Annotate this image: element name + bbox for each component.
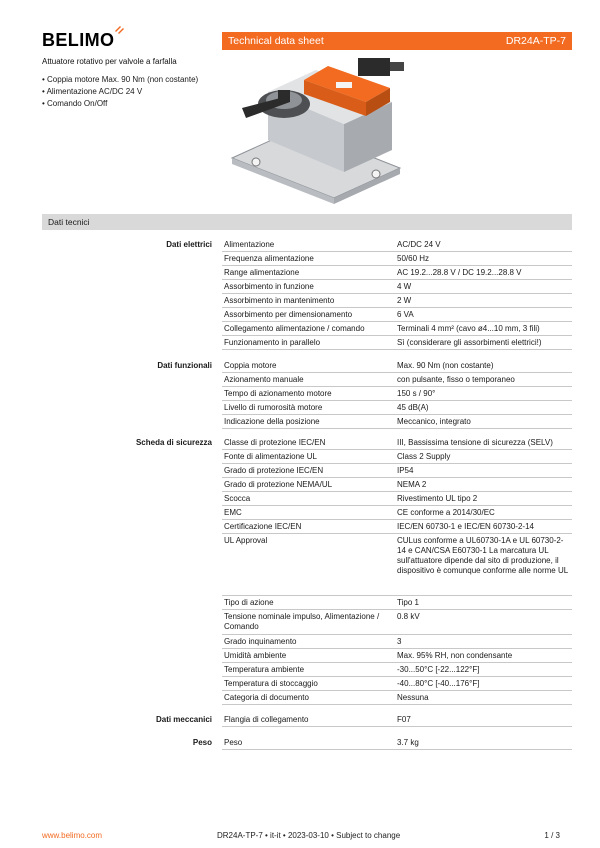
- row-key: Tempo di azionamento motore: [224, 389, 332, 398]
- table-row: [222, 596, 572, 610]
- row-value: AC/DC 24 V: [397, 240, 441, 249]
- row-key: Collegamento alimentazione / comando: [224, 324, 365, 333]
- belimo-orange-arrows-icon: [115, 25, 125, 35]
- group-label-mechanical: Dati meccanici: [155, 715, 212, 724]
- row-value: 6 VA: [397, 310, 414, 319]
- row-key: Funzionamento in parallelo: [224, 338, 321, 347]
- table-row: [222, 534, 572, 596]
- row-value: 4 W: [397, 282, 412, 291]
- table-row: [222, 649, 572, 663]
- row-key: Grado di protezione IEC/EN: [224, 466, 324, 475]
- table-row: [222, 610, 572, 635]
- table-row: [222, 280, 572, 294]
- row-key: Temperatura ambiente: [224, 665, 305, 674]
- row-key: EMC: [224, 508, 242, 517]
- row-value: Max. 95% RH, non condensante: [397, 651, 513, 660]
- table-row: [222, 520, 572, 534]
- footer-website-link[interactable]: www.belimo.com: [42, 831, 103, 840]
- table-row: [222, 478, 572, 492]
- table-row: [222, 492, 572, 506]
- row-key: Categoria di documento: [224, 693, 309, 702]
- section-title-bar: [42, 214, 572, 230]
- row-value: Meccanico, integrato: [397, 417, 471, 426]
- table-row: [222, 336, 572, 350]
- group-label-safety: Scheda di sicurezza: [135, 438, 212, 447]
- row-value: Max. 90 Nm (non costante): [397, 361, 494, 370]
- brand-name: BELIMO: [42, 30, 115, 50]
- row-value: Nessuna: [397, 693, 429, 702]
- row-key: Fonte di alimentazione UL: [224, 452, 317, 461]
- row-value: CE conforme a 2014/30/EC: [397, 508, 495, 517]
- table-row: [222, 401, 572, 415]
- row-value: 2 W: [397, 296, 412, 305]
- row-key: Grado inquinamento: [224, 637, 297, 646]
- row-value: Terminali 4 mm² (cavo ø4...10 mm, 3 fili): [397, 324, 540, 333]
- row-value: Rivestimento UL tipo 2: [397, 494, 478, 503]
- row-value: 3: [397, 637, 402, 646]
- row-key: Tensione nominale impulso, Alimentazione / Comando: [224, 612, 380, 631]
- row-key: Classe di protezione IEC/EN: [224, 438, 326, 447]
- row-value: III, Bassissima tensione di sicurezza (SELV): [397, 438, 553, 447]
- row-value: con pulsante, fisso o temporaneo: [397, 375, 515, 384]
- row-value: 45 dB(A): [397, 403, 429, 412]
- footer-document-info: DR24A-TP-7 • it-it • 2023-03-10 • Subject to change: [217, 831, 401, 840]
- feature-item: • Alimentazione AC/DC 24 V: [42, 87, 143, 96]
- feature-item: • Comando On/Off: [42, 99, 108, 108]
- row-value: CULus conforme a UL60730-1A e UL 60730-2-14 e CAN/CSA E60730-1 La marcatura UL sull'attuatore dipende dal sito di produzione, il dispositivo è comunque conforme alle norme UL: [397, 536, 569, 575]
- header-model: DR24A-TP-7: [505, 35, 566, 47]
- table-row: [222, 635, 572, 649]
- table-row: [222, 294, 572, 308]
- row-key: Scocca: [224, 494, 251, 503]
- row-key: Peso: [224, 738, 243, 747]
- row-key: Tipo di azione: [224, 598, 274, 607]
- row-value: 50/60 Hz: [397, 254, 430, 263]
- row-key: Flangia di collegamento: [224, 715, 309, 724]
- row-key: Assorbimento in funzione: [224, 282, 314, 291]
- table-row: [222, 238, 572, 252]
- row-key: Assorbimento per dimensionamento: [224, 310, 353, 319]
- row-key: Indicazione della posizione: [224, 417, 320, 426]
- table-row: [222, 663, 572, 677]
- table-row: [222, 436, 572, 450]
- table-row: [222, 266, 572, 280]
- row-key: UL Approval: [224, 536, 268, 545]
- row-key: Temperatura di stoccaggio: [224, 679, 318, 688]
- header-title: Technical data sheet: [228, 35, 324, 47]
- table-row: [222, 713, 572, 727]
- row-key: Certificazione IEC/EN: [224, 522, 302, 531]
- row-key: Alimentazione: [224, 240, 275, 249]
- row-value: F07: [397, 715, 411, 724]
- table-row: [222, 677, 572, 691]
- row-key: Frequenza alimentazione: [224, 254, 314, 263]
- row-value: Tipo 1: [397, 598, 419, 607]
- row-value: 150 s / 90°: [397, 389, 436, 398]
- table-row: [222, 373, 572, 387]
- row-value: Class 2 Supply: [397, 452, 451, 461]
- row-key: Umidità ambiente: [224, 651, 287, 660]
- row-key: Grado di protezione NEMA/UL: [224, 480, 333, 489]
- table-row: [222, 322, 572, 336]
- row-value: NEMA 2: [397, 480, 427, 489]
- group-label-functional: Dati funzionali: [157, 361, 212, 370]
- table-row: [222, 736, 572, 750]
- row-value: 0.8 kV: [397, 612, 420, 621]
- product-subtitle: Attuatore rotativo per valvole a farfalla: [42, 57, 177, 66]
- row-key: Livello di rumorosità motore: [224, 403, 323, 412]
- row-value: -40...80°C [-40...176°F]: [397, 679, 480, 688]
- row-key: Azionamento manuale: [224, 375, 304, 384]
- table-row: [222, 415, 572, 429]
- group-label-electrical: Dati elettrici: [166, 240, 212, 249]
- table-row: [222, 308, 572, 322]
- row-key: Range alimentazione: [224, 268, 300, 277]
- table-row: [222, 252, 572, 266]
- row-value: -30...50°C [-22...122°F]: [397, 665, 480, 674]
- row-value: 3.7 kg: [397, 738, 419, 747]
- row-key: Assorbimento in mantenimento: [224, 296, 335, 305]
- table-row: [222, 450, 572, 464]
- table-row: [222, 359, 572, 373]
- actuator-product-image: [228, 52, 408, 212]
- row-key: Coppia motore: [224, 361, 277, 370]
- section-title: Dati tecnici: [48, 217, 90, 227]
- row-value: AC 19.2...28.8 V / DC 19.2...28.8 V: [397, 268, 522, 277]
- group-label-weight: Peso: [192, 738, 212, 747]
- table-row: [222, 464, 572, 478]
- row-value: IEC/EN 60730-1 e IEC/EN 60730-2-14: [397, 522, 534, 531]
- table-row: [222, 691, 572, 705]
- row-value: IP54: [397, 466, 414, 475]
- belimo-logo: [42, 28, 122, 52]
- feature-item: • Coppia motore Max. 90 Nm (non costante): [42, 75, 199, 84]
- header-bar: [222, 32, 572, 50]
- feature-list: [42, 74, 198, 110]
- footer-page-number: 1 / 3: [544, 831, 560, 840]
- table-row: [222, 387, 572, 401]
- row-value: Sì (considerare gli assorbimenti elettrici!): [397, 338, 542, 347]
- table-row: [222, 506, 572, 520]
